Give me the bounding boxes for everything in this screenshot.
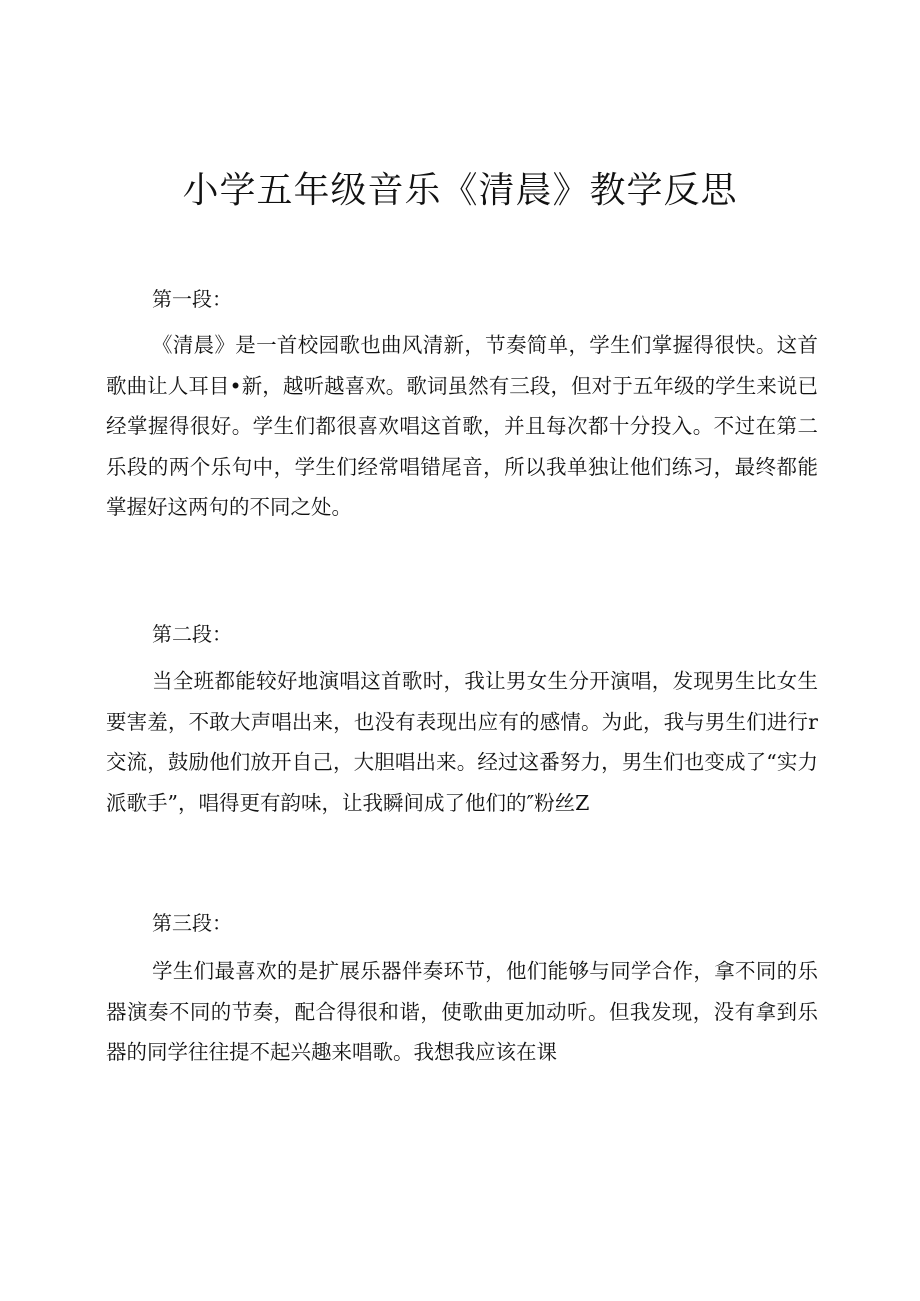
section-3-heading: 第三段：: [152, 911, 232, 935]
section-2-heading: 第二段：: [152, 622, 232, 646]
section-1-paragraph: 《清晨》是一首校园歌也曲风清新，节奏简单，学生们掌握得很快。这首歌曲让人耳目•新，越听越喜欢。歌词虽然有三段，但对于五年级的学生来说已经掌握得很好。学生们都很喜欢唱这首歌，并且每次都十分投入。不过在第二乐段的两个乐句中，学生们经常唱错尾音，所以我单独让他们练习，最终都能掌握好这两句的不同之处。: [106, 333, 818, 519]
document-title: 小学五年级音乐《清晨》教学反思: [182, 170, 738, 211]
section-2-paragraph: 当全班都能较好地演唱这首歌时，我让男女生分开演唱，发现男生比女生要害羞，不敢大声唱出来，也没有表现出应有的感情。为此，我与男生们进行r交流，鼓励他们放开自己，大胆唱出来。经过这番努力，男生们也变成了“实力派歌手”，唱得更有韵味，让我瞬间成了他们的″粉丝Z: [106, 669, 818, 815]
section-3-paragraph: 学生们最喜欢的是扩展乐器伴奏环节，他们能够与同学合作，拿不同的乐器演奏不同的节奏，配合得很和谐，使歌曲更加动听。但我发现，没有拿到乐器的同学往往提不起兴趣来唱歌。我想我应该在课: [106, 959, 818, 1064]
section-1-heading: 第一段：: [152, 287, 232, 311]
